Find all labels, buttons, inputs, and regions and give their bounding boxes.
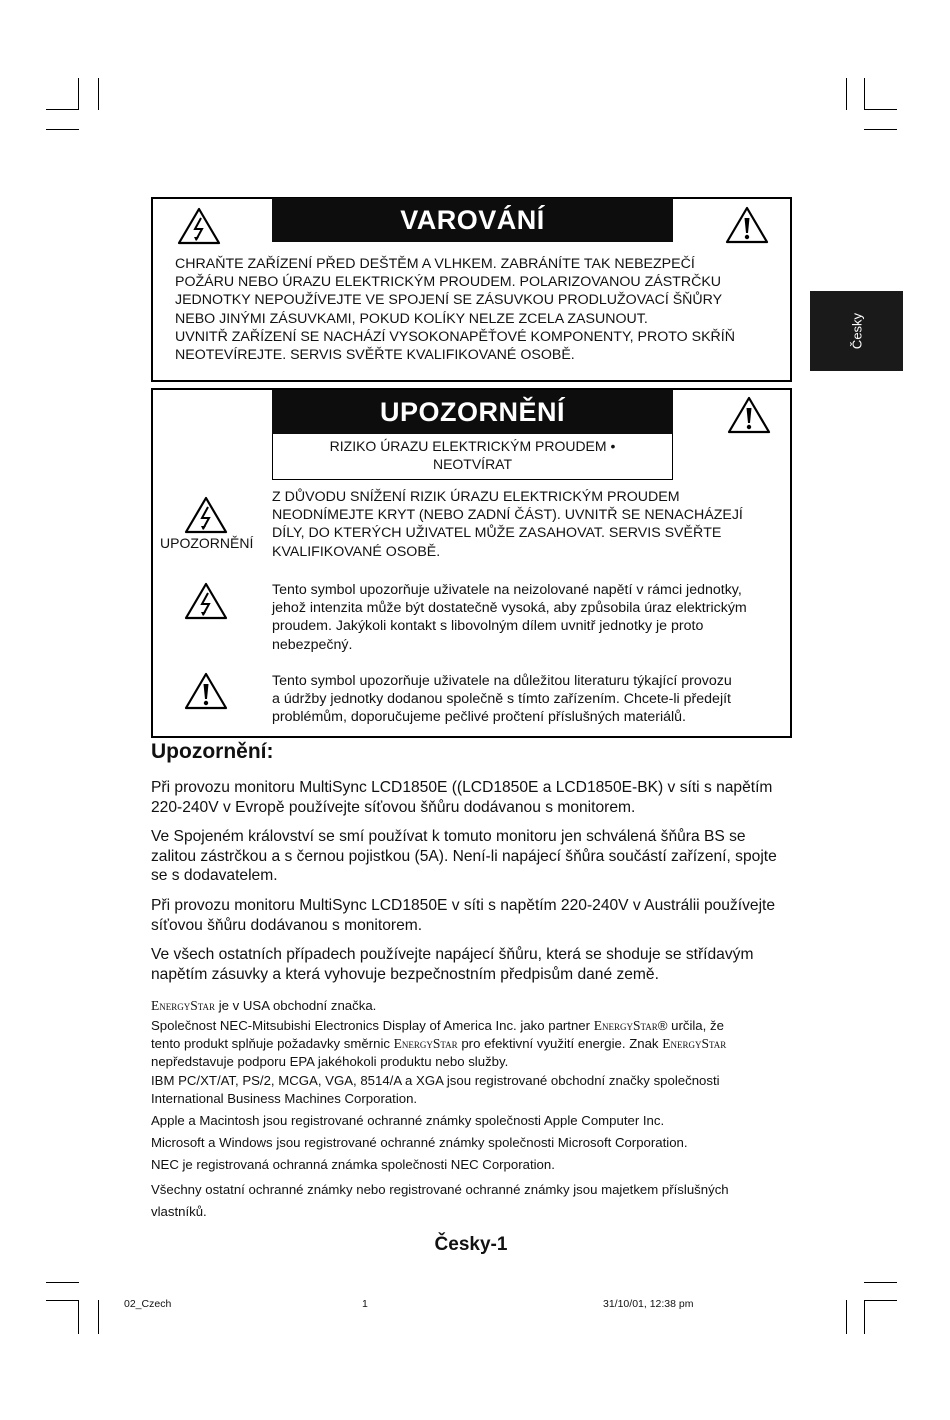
trademark-microsoft (151, 1134, 801, 1152)
energystar-mark: EnergyStar (662, 1036, 727, 1051)
warning-line: CHRAŇTE ZAŘÍZENÍ PŘED DEŠTĚM A VLHKEM. ZABRÁNÍTE TAK NEBEZPEČÍ (175, 256, 695, 272)
notice-line: Při provozu monitoru MultiSync LCD1850E ((LCD1850E a LCD1850E-BK) v síti s napětím (151, 779, 773, 796)
crop-mark (846, 78, 847, 110)
footer-file: 02_Czech (124, 1298, 172, 1310)
notice-paragraph (151, 945, 801, 984)
page-number: Česky-1 (434, 1234, 508, 1255)
trademark-text: je v USA obchodní značka. (215, 998, 377, 1013)
crop-mark (864, 129, 897, 130)
crop-mark (98, 78, 99, 110)
caution-line: DÍLY, DO KTERÝCH UŽIVATEL MŮŽE ZASAHOVAT. SERVIS SVĚŘTE (272, 525, 722, 542)
crop-mark (864, 1300, 865, 1334)
caution-line: problémům, doporučujeme pečlivé pročtení příslušných materiálů. (272, 709, 687, 726)
warning-line: POŽÁRU NEBO ÚRAZU ELEKTRICKÝM PROUDEM. POLARIZOVANOU ZÁSTRČKU (175, 274, 722, 291)
exclamation-warning-icon (725, 206, 769, 244)
caution-line: nebezpečný. (272, 636, 353, 653)
energystar-mark: EnergyStar (151, 998, 216, 1013)
trademark-text: pro efektivní využití energie. Znak (457, 1036, 663, 1051)
energystar-mark: EnergyStar (393, 1036, 458, 1051)
crop-mark (864, 1300, 897, 1301)
trademark-others (151, 1179, 801, 1223)
notice-paragraph (151, 778, 801, 817)
notice-paragraph (151, 896, 801, 935)
notice-line: Při provozu monitoru MultiSync LCD1850E v síti s napětím 220-240V v Austrálii používejte (151, 897, 776, 914)
footer-page: 1 (362, 1298, 368, 1310)
caution-line: NEODNÍMEJTE KRYT (NEBO ZADNÍ ČÁST). UVNITŘ SE NENACHÁZEJÍ (272, 507, 743, 524)
warning-line: JEDNOTKY NEPOUŽÍVEJTE VE SPOJENÍ SE ZÁSUVKOU PRODLUŽOVACÍ ŠŇŮRY (175, 292, 723, 309)
trademark-text: International Business Machines Corporation. (151, 1091, 418, 1106)
caution-line: jehož intenzita může být dostatečně vysoká, aby způsobila úraz elektrickým (272, 600, 747, 617)
caution-line: Z DŮVODU SNÍŽENÍ RIZIK ÚRAZU ELEKTRICKÝM PROUDEM (272, 489, 680, 505)
trademark-energystar (151, 997, 801, 1015)
trademark-text: Microsoft a Windows jsou registrované ochranné známky společnosti Microsoft Corporation. (151, 1135, 688, 1150)
lightning-warning-icon (177, 207, 221, 245)
notice-line: napětím zásuvky a která vyhovuje bezpečnostním předpisům dané země. (151, 965, 659, 983)
trademark-text: ® určila, že (657, 1018, 724, 1033)
warning-line: UVNITŘ ZAŘÍZENÍ SE NACHÁZÍ VYSOKONAPĚŤOVÉ KOMPONENTY, PROTO SKŘÍŇ (175, 328, 735, 345)
lightning-warning-icon (184, 496, 228, 534)
caution-subtitle (272, 434, 673, 480)
trademark-text: tento produkt splňuje požadavky směrnic (151, 1036, 394, 1051)
caution-title: UPOZORNĚNÍ (272, 390, 673, 434)
caution-line: Tento symbol upozorňuje uživatele na důležitou literaturu týkající provozu (272, 673, 732, 689)
caution-line: a údržby jednotky dodanou společně s tímto zařízením. Chcete-li předejít (272, 691, 731, 708)
crop-mark (864, 109, 897, 110)
crop-mark (78, 1300, 79, 1334)
exclamation-warning-icon (727, 396, 771, 434)
trademark-text: IBM PC/XT/AT, PS/2, MCGA, VGA, 8514/A a XGA jsou registrované obchodní značky společnosti (151, 1073, 720, 1088)
language-tab (810, 291, 903, 371)
crop-mark (46, 1300, 79, 1301)
warning-box (151, 197, 792, 382)
trademark-nec (151, 1156, 801, 1174)
crop-mark (78, 78, 79, 110)
energystar-mark: EnergyStar (593, 1018, 658, 1033)
notice-line: se s dodavatelem. (151, 867, 278, 885)
crop-mark (46, 1282, 79, 1283)
caution-icon-label: UPOZORNĚNÍ (160, 535, 254, 551)
exclamation-warning-icon (184, 672, 228, 710)
warning-line: NEBO JINÝMI ZÁSUVKAMI, POKUD KOLÍKY NELZE ZCELA ZASUNOUT. (175, 310, 648, 327)
warning-line: NEOTEVÍREJTE. SERVIS SVĚŘTE KVALIFIKOVANÉ OSOBĚ. (175, 347, 575, 364)
crop-mark (864, 1282, 897, 1283)
trademark-text: nepředstavuje podporu EPA jakéhokoli produktu nebo služby. (151, 1054, 509, 1069)
warning-title: VAROVÁNÍ (272, 198, 673, 242)
trademark-text: vlastníků. (151, 1204, 207, 1219)
caution-line: KVALIFIKOVANÉ OSOBĚ. (272, 543, 441, 560)
crop-mark (46, 109, 79, 110)
caution-paragraph-1 (272, 488, 782, 561)
caution-subtitle-line: RIZIKO ÚRAZU ELEKTRICKÝM PROUDEM • (329, 438, 616, 454)
caution-subtitle-line: NEOTVÍRAT (432, 456, 513, 472)
warning-text (175, 255, 780, 364)
trademark-partner (151, 1017, 801, 1071)
trademark-text: Apple a Macintosh jsou registrované ochranné známky společnosti Apple Computer Inc. (151, 1113, 665, 1128)
caution-line: Tento symbol upozorňuje uživatele na neizolované napětí v rámci jednotky, (272, 582, 742, 598)
trademark-text: Společnost NEC-Mitsubishi Electronics Display of America Inc. jako partner (151, 1018, 594, 1033)
notice-line: Ve Spojeném království se smí používat k tomuto monitoru jen schválená šňůra BS se (151, 828, 746, 845)
trademark-text: NEC je registrovaná ochranná známka společnosti NEC Corporation. (151, 1157, 555, 1172)
trademark-text: Všechny ostatní ochranné známky nebo registrované ochranné známky jsou majetkem příslušných (151, 1182, 729, 1197)
caution-paragraph-2 (272, 581, 782, 654)
language-tab-label: Česky (849, 312, 864, 350)
crop-mark (46, 129, 79, 130)
trademark-ibm (151, 1072, 801, 1108)
footer-date: 31/10/01, 12:38 pm (603, 1298, 694, 1310)
crop-mark (864, 78, 865, 110)
notice-paragraph (151, 827, 801, 886)
caution-paragraph-3 (272, 672, 782, 727)
notice-line: síťovou šňůru dodávanou s monitorem. (151, 916, 423, 934)
crop-mark (98, 1300, 99, 1334)
notice-heading: Upozornění: (151, 740, 274, 763)
trademark-apple (151, 1112, 801, 1130)
lightning-warning-icon (184, 582, 228, 620)
caution-line: proudem. Jakýkoli kontakt s libovolným dílem uvnitř jednotky je proto (272, 618, 704, 635)
caution-box (151, 388, 792, 738)
notice-line: Ve všech ostatních případech používejte napájecí šňůru, která se shoduje se střídavým (151, 946, 754, 963)
notice-line: zalitou zástrčkou a s černou pojistkou (5A). Není-li napájecí šňůra součástí zařízení, spojte (151, 847, 777, 865)
notice-line: 220-240V v Evropě používejte síťovou šňůru dodávanou s monitorem. (151, 798, 636, 816)
crop-mark (846, 1300, 847, 1334)
